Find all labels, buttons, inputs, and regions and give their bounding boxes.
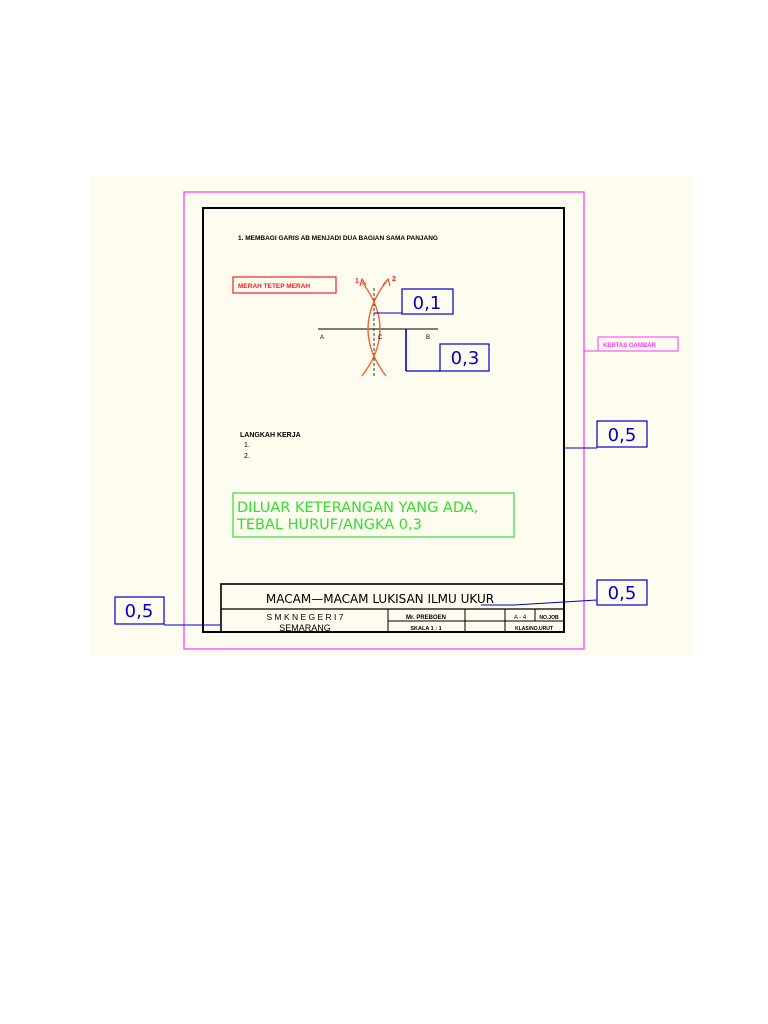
- label-b: B: [426, 335, 431, 341]
- callout-table-text: 0,5: [124, 601, 154, 622]
- teacher-name: Mr. PREBOEN: [405, 615, 447, 621]
- scale-label: SKALA 1 : 1: [410, 626, 442, 632]
- callout-thin-text: 0,1: [412, 293, 442, 314]
- callout-frame-text: 0,5: [607, 425, 637, 446]
- steps-heading: LANGKAH KERJA: [240, 432, 301, 439]
- task-title: 1. MEMBAGI GARIS AB MENJADI DUA BAGIAN SAMA PANJANG: [238, 235, 438, 242]
- label-2: 2: [392, 276, 396, 283]
- red-note: MERAH TETEP MERAH: [238, 283, 311, 290]
- class-number: KLAS/NO.URUT: [515, 626, 553, 632]
- school-city: SEMARANG: [279, 623, 331, 633]
- label-1: 1: [355, 278, 359, 285]
- callout-title-text: 0,5: [607, 583, 637, 604]
- paper-size: A - 4: [513, 615, 527, 621]
- step-1: 1.: [244, 442, 250, 449]
- label-a: A: [320, 335, 325, 341]
- paper-label: KERTAS GAMBAR: [603, 343, 656, 349]
- school-name: S M K N E G E R I 7: [266, 612, 344, 622]
- job-number: NO.JOB: [539, 615, 559, 621]
- label-c: C: [378, 335, 383, 341]
- step-2: 2.: [244, 453, 250, 460]
- green-note-line2: TEBAL HURUF/ANGKA 0,3: [237, 517, 422, 533]
- green-note-line1: DILUAR KETERANGAN YANG ADA,: [237, 500, 479, 516]
- callout-thick-text: 0,3: [450, 348, 480, 369]
- drawing-title: MACAM—MACAM LUKISAN ILMU UKUR: [265, 592, 495, 606]
